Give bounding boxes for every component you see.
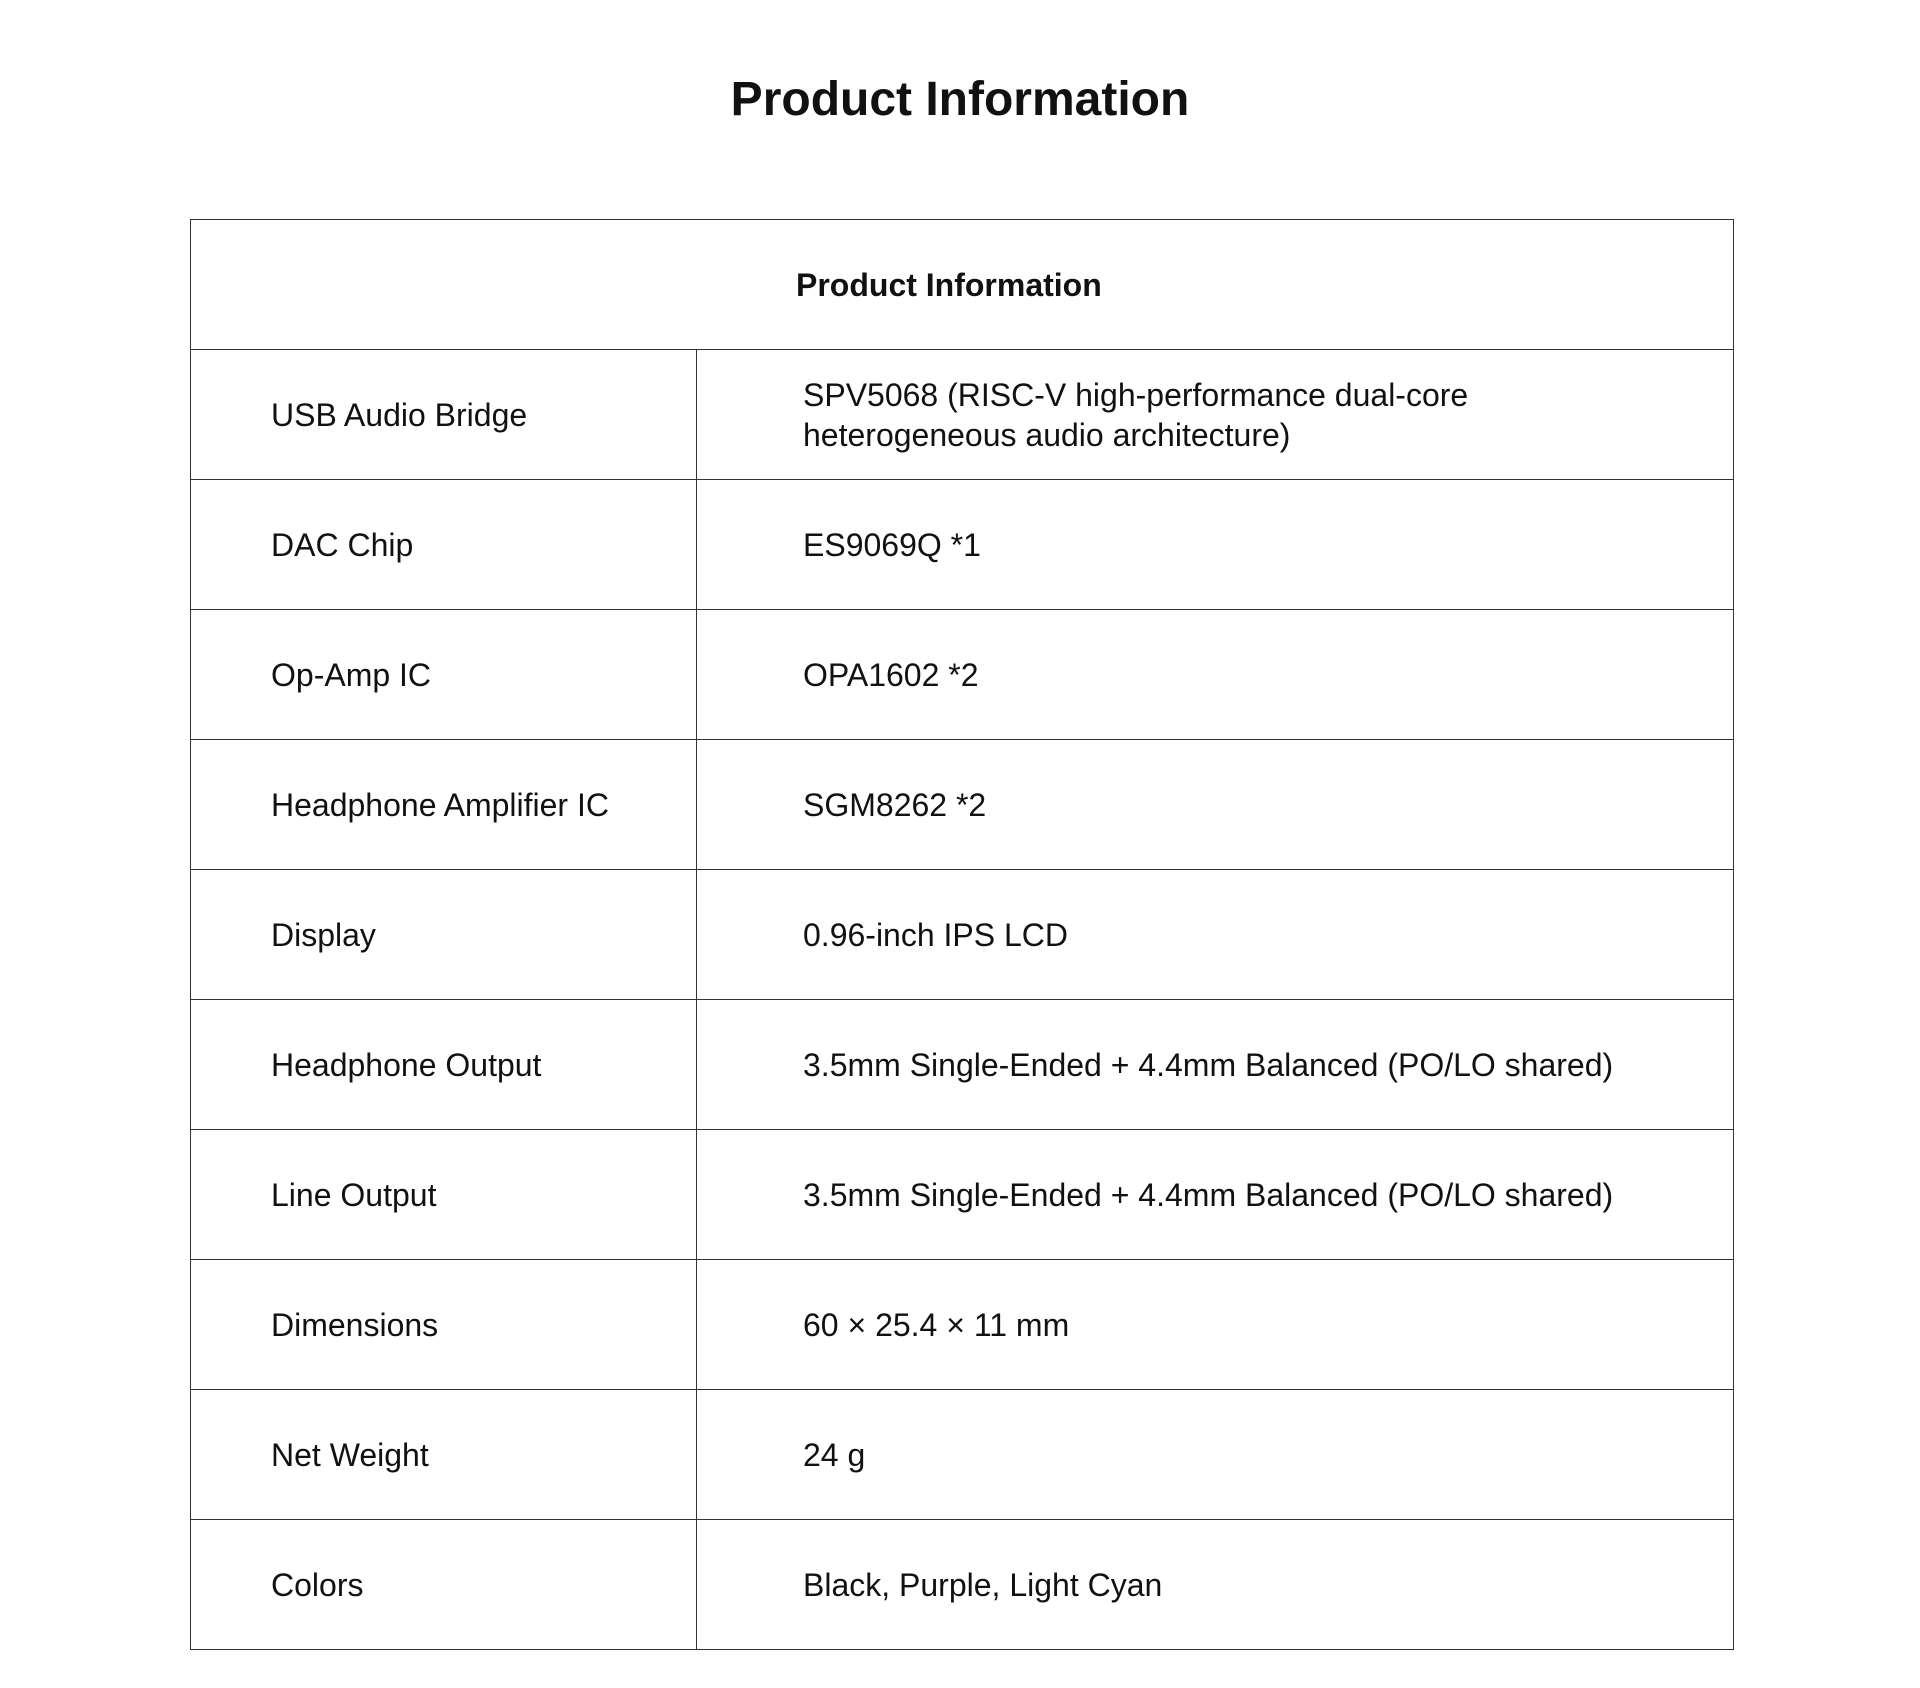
- page-title: Product Information: [730, 73, 1190, 126]
- row-label: Colors: [191, 1520, 697, 1650]
- row-value: [697, 350, 1734, 480]
- row-label: USB Audio Bridge: [191, 350, 697, 480]
- table-row: [191, 1130, 1734, 1260]
- row-label: Net Weight: [191, 1390, 697, 1520]
- table-row: [191, 1520, 1734, 1650]
- table-row: [191, 1000, 1734, 1130]
- table-row: [191, 1390, 1734, 1520]
- row-value: OPA1602 *2: [697, 610, 1734, 740]
- row-label: Display: [191, 870, 697, 1000]
- row-value: 3.5mm Single-Ended + 4.4mm Balanced (PO/LO shared): [697, 1000, 1734, 1130]
- row-value: 3.5mm Single-Ended + 4.4mm Balanced (PO/LO shared): [697, 1130, 1734, 1260]
- row-label: DAC Chip: [191, 480, 697, 610]
- table-header-row: [191, 220, 1734, 350]
- table-header: Product Information: [191, 220, 1734, 350]
- row-value: 0.96-inch IPS LCD: [697, 870, 1734, 1000]
- product-info-table: [190, 219, 1734, 1650]
- table-row: [191, 870, 1734, 1000]
- row-label: Headphone Amplifier IC: [191, 740, 697, 870]
- row-label: Line Output: [191, 1130, 697, 1260]
- row-label: Dimensions: [191, 1260, 697, 1390]
- row-label: Headphone Output: [191, 1000, 697, 1130]
- row-value-text: SPV5068 (RISC-V high-performance dual-core heterogeneous audio architecture): [803, 376, 1469, 453]
- row-label: Op-Amp IC: [191, 610, 697, 740]
- row-value: 24 g: [697, 1390, 1734, 1520]
- table-row: [191, 350, 1734, 480]
- row-value: 60 × 25.4 × 11 mm: [697, 1260, 1734, 1390]
- row-value: Black, Purple, Light Cyan: [697, 1520, 1734, 1650]
- table-row: [191, 480, 1734, 610]
- table-row: [191, 610, 1734, 740]
- row-value: ES9069Q *1: [697, 480, 1734, 610]
- row-value: SGM8262 *2: [697, 740, 1734, 870]
- table-row: [191, 740, 1734, 870]
- table-row: [191, 1260, 1734, 1390]
